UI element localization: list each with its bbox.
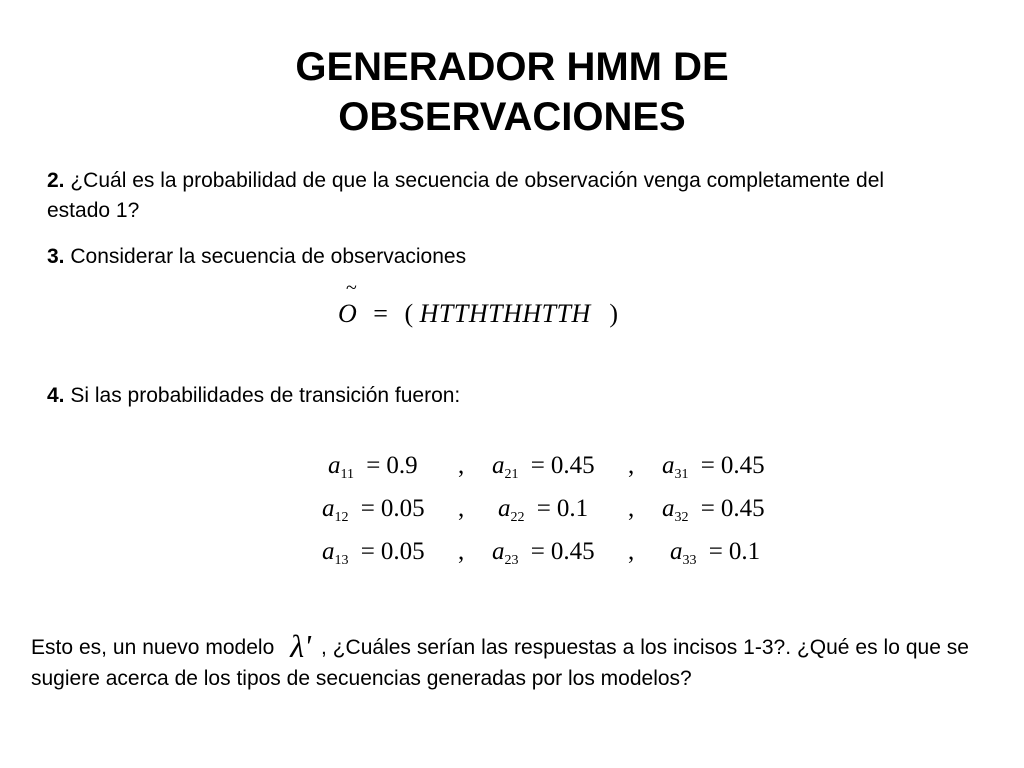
lambda-prime-symbol: λ' [290,628,311,664]
title-line-2: OBSERVACIONES [338,95,686,139]
observation-open-paren: ( [404,299,414,328]
transition-separator: , [458,538,465,565]
final-question [31,628,969,694]
question-4-number: 4. [47,384,65,407]
tilde-mark: ~ [346,277,357,299]
question-3 [47,242,887,272]
slide-title [0,42,1024,142]
transition-a21: $a_{21} = 0.45$ [492,452,595,482]
observation-equals: = [373,299,388,328]
observation-symbol [338,277,357,329]
observation-letter: O [338,299,357,328]
transition-row [300,452,800,495]
transition-a31: $a_{31} = 0.45$ [662,452,765,482]
final-question-text-start: Esto es, un nuevo modelo [31,636,275,659]
question-2-number: 2. [47,169,65,192]
transition-a12: $a_{12} = 0.05$ [322,495,425,525]
transition-a11: $a_{11} = 0.9$ [328,452,418,482]
transition-separator: , [628,495,635,522]
question-4 [47,381,887,411]
transition-separator: , [458,452,465,479]
observation-equation [338,277,618,329]
observation-sequence: HTTHTHHTTH [419,299,591,328]
transition-row [300,538,800,581]
transition-a33: $a_{33} = 0.1$ [670,538,761,568]
question-3-number: 3. [47,245,65,268]
question-4-text: Si las probabilidades de transición fueron: [70,384,461,407]
transition-a32: $a_{32} = 0.45$ [662,495,765,525]
transition-separator: , [628,538,635,565]
question-3-text: Considerar la secuencia de observaciones [70,245,467,268]
transition-a22: $a_{22} = 0.1$ [498,495,589,525]
final-question-text-end: , ¿Cuáles serían las respuestas a los incisos 1-3?. ¿Qué es lo que se sugiere acerca de los tipos de secuencias generadas por los modelos? [31,636,969,690]
transition-row [300,495,800,538]
title-line-1: GENERADOR HMM DE [295,45,729,89]
question-2-text: ¿Cuál es la probabilidad de que la secuencia de observación venga completamente del estado 1? [47,169,885,222]
observation-close-paren: ) [609,299,618,328]
question-2 [47,166,887,226]
transition-a23: $a_{23} = 0.45$ [492,538,595,568]
transition-separator: , [628,452,635,479]
transition-probabilities [300,452,800,581]
transition-separator: , [458,495,465,522]
transition-a13: $a_{13} = 0.05$ [322,538,425,568]
